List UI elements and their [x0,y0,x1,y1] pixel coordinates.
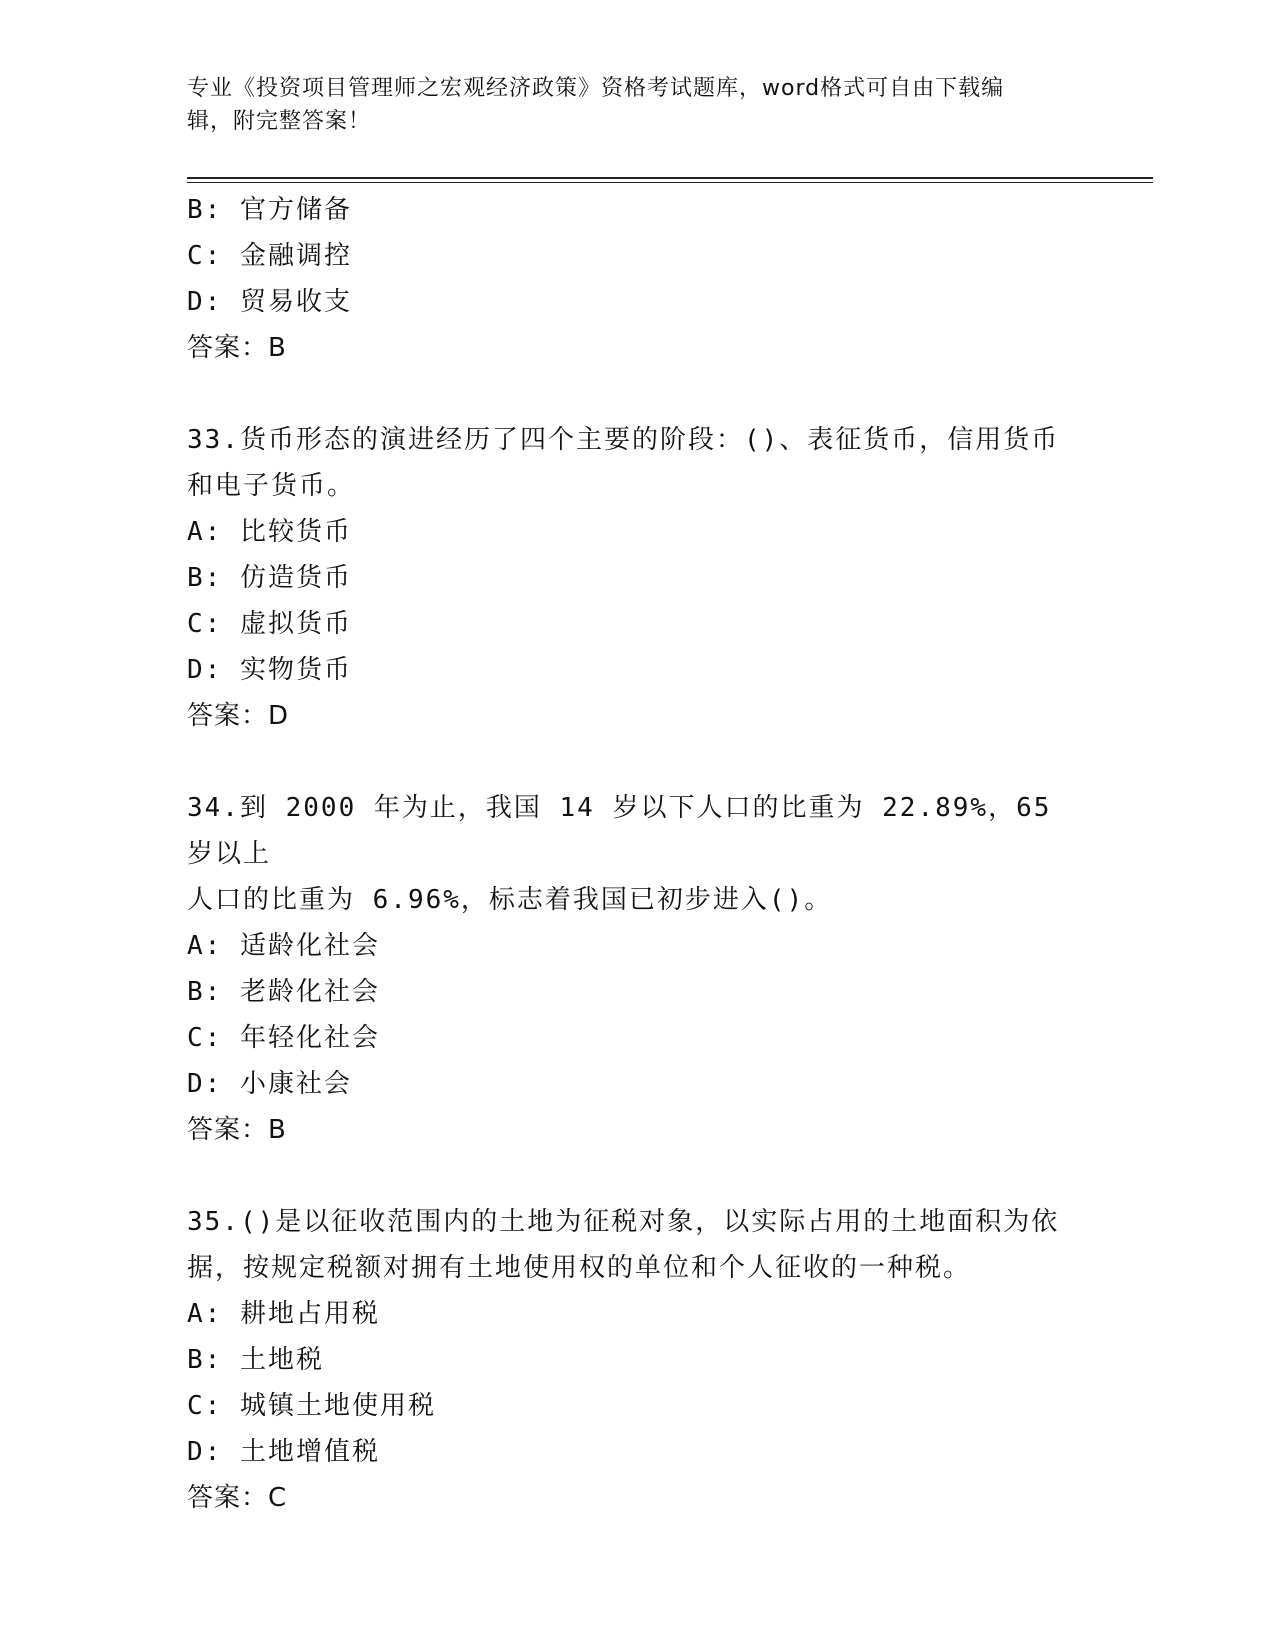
question-32-block [187,187,1087,371]
question-35-block [187,1199,1087,1521]
question-34-block [187,785,1087,1153]
spacer [187,371,1087,417]
option-c: C: 城镇土地使用税 [187,1391,436,1421]
header-divider-thick [187,177,1153,179]
header-line-2: 辑，附完整答案！ [187,109,372,134]
option-d: D: 贸易收支 [187,287,352,317]
option-b: B: 仿造货币 [187,563,352,593]
option-b: B: 土地税 [187,1345,324,1375]
spacer [187,1153,1087,1199]
header-line-1: 专业《投资项目管理师之宏观经济政策》资格考试题库，word格式可自由下载编 [187,76,1005,101]
question-stem-line-1: 35.()是以征收范围内的土地为征税对象，以实际占用的土地面积为依 [187,1207,1060,1237]
spacer [187,739,1087,785]
option-a: A: 适龄化社会 [187,931,380,961]
option-b: B: 老龄化社会 [187,977,380,1007]
option-b: B: 官方储备 [187,195,352,225]
answer-line: 答案：C [187,1483,288,1513]
question-stem-line-1: 34.到 2000 年为止，我国 14 岁以下人口的比重为 22.89%，65 岁以上 [187,793,1052,869]
header-divider-thin [187,182,1153,183]
option-d: D: 实物货币 [187,655,352,685]
answer-line: 答案：B [187,333,287,363]
option-c: C: 虚拟货币 [187,609,352,639]
answer-line: 答案：D [187,701,290,731]
option-d: D: 小康社会 [187,1069,352,1099]
option-d: D: 土地增值税 [187,1437,380,1467]
document-header [187,72,1087,138]
question-stem-line-2: 人口的比重为 6.96%，标志着我国已初步进入()。 [187,885,833,915]
question-stem-line-1: 33.货币形态的演进经历了四个主要的阶段：()、表征货币，信用货币 [187,425,1060,455]
option-c: C: 金融调控 [187,241,352,271]
option-a: A: 耕地占用税 [187,1299,380,1329]
option-c: C: 年轻化社会 [187,1023,380,1053]
option-a: A: 比较货币 [187,517,352,547]
question-stem-line-2: 据，按规定税额对拥有土地使用权的单位和个人征收的一种税。 [187,1253,972,1283]
question-stem-line-2: 和电子货币。 [187,471,356,501]
question-33-block [187,417,1087,739]
question-content [187,187,1087,1521]
answer-line: 答案：B [187,1115,287,1145]
